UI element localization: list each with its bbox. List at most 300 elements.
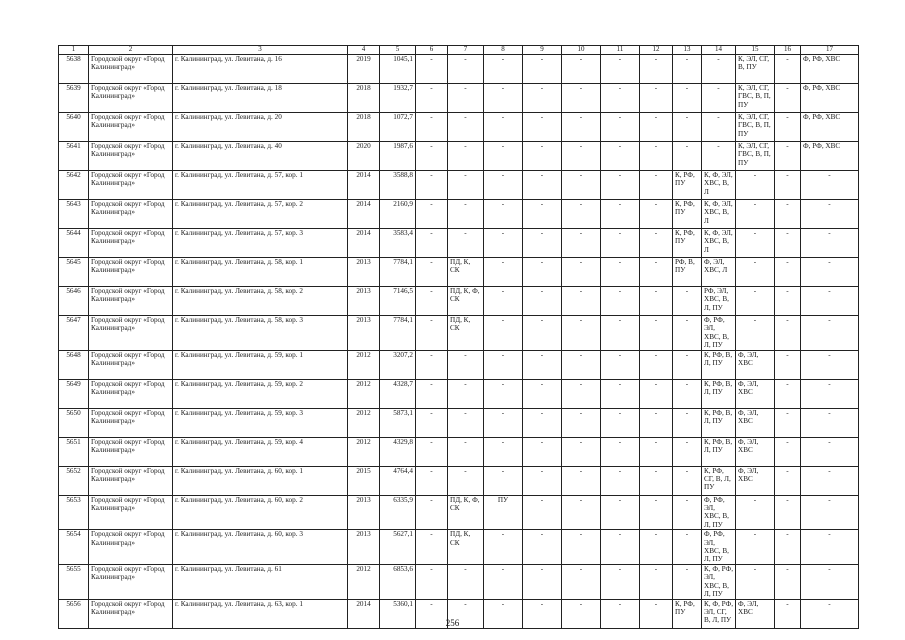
table-row: [59, 350, 859, 379]
cell-col-6: -: [416, 530, 448, 565]
cell-col-14: Ф, РФ, ЭЛ, ХВС, В, Л, ПУ: [702, 316, 736, 351]
cell-col-7: ПД, К, СК: [448, 530, 484, 565]
cell-col-17: -: [801, 350, 859, 379]
cell-address: г. Калининград, ул. Левитана, д. 59, кор. 1: [173, 350, 348, 379]
cell-col-13: -: [673, 564, 702, 599]
cell-col-11: -: [601, 287, 640, 316]
table-header: [59, 46, 859, 55]
cell-col-8: -: [484, 437, 523, 466]
cell-col-16: -: [775, 564, 801, 599]
cell-area: 1932,7: [380, 84, 416, 113]
cell-col-12: -: [640, 229, 673, 258]
cell-col-16: -: [775, 142, 801, 171]
cell-area: 2160,9: [380, 200, 416, 229]
column-header-13: 13: [673, 46, 702, 55]
cell-col-6: -: [416, 200, 448, 229]
cell-municipality: Городской округ «Город Калининград»: [89, 379, 173, 408]
cell-col-12: -: [640, 379, 673, 408]
cell-row-number: 5653: [59, 495, 89, 530]
cell-col-8: -: [484, 287, 523, 316]
cell-col-12: -: [640, 466, 673, 495]
cell-col-9: -: [523, 258, 562, 287]
cell-col-13: -: [673, 316, 702, 351]
cell-row-number: 5645: [59, 258, 89, 287]
cell-col-17: -: [801, 287, 859, 316]
table-row: [59, 530, 859, 565]
cell-col-12: -: [640, 564, 673, 599]
cell-year: 2013: [348, 530, 380, 565]
cell-year: 2013: [348, 258, 380, 287]
cell-col-6: -: [416, 113, 448, 142]
cell-col-16: -: [775, 408, 801, 437]
cell-col-14: К, Ф, ЭЛ, ХВС, В, Л: [702, 200, 736, 229]
cell-col-16: -: [775, 55, 801, 84]
cell-col-16: -: [775, 437, 801, 466]
cell-col-10: -: [562, 287, 601, 316]
cell-col-10: -: [562, 495, 601, 530]
table-row: [59, 113, 859, 142]
cell-municipality: Городской округ «Город Калининград»: [89, 530, 173, 565]
cell-col-16: -: [775, 379, 801, 408]
table-row: [59, 171, 859, 200]
cell-address: г. Калининград, ул. Левитана, д. 60, кор. 1: [173, 466, 348, 495]
register-table: [58, 45, 859, 629]
cell-col-8: -: [484, 350, 523, 379]
cell-municipality: Городской округ «Город Калининград»: [89, 599, 173, 628]
table-row: [59, 564, 859, 599]
cell-col-7: -: [448, 408, 484, 437]
cell-col-14: К, Ф, РФ, ЭЛ, ХВС, В, Л, ПУ: [702, 564, 736, 599]
cell-col-9: -: [523, 350, 562, 379]
cell-address: г. Калининград, ул. Левитана, д. 63, кор. 1: [173, 599, 348, 628]
cell-col-17: -: [801, 200, 859, 229]
cell-col-16: -: [775, 316, 801, 351]
cell-col-11: -: [601, 142, 640, 171]
cell-col-15: -: [736, 316, 775, 351]
cell-col-7: -: [448, 437, 484, 466]
cell-year: 2012: [348, 379, 380, 408]
cell-address: г. Калининград, ул. Левитана, д. 58, кор. 1: [173, 258, 348, 287]
cell-col-15: -: [736, 495, 775, 530]
table-row: [59, 258, 859, 287]
cell-col-6: -: [416, 258, 448, 287]
column-header-15: 15: [736, 46, 775, 55]
cell-col-8: -: [484, 113, 523, 142]
cell-col-7: -: [448, 350, 484, 379]
cell-col-13: -: [673, 84, 702, 113]
column-header-8: 8: [484, 46, 523, 55]
cell-col-7: ПД, К, СК: [448, 316, 484, 351]
cell-col-8: -: [484, 84, 523, 113]
cell-col-16: -: [775, 495, 801, 530]
cell-col-8: -: [484, 408, 523, 437]
table-row: [59, 466, 859, 495]
cell-col-12: -: [640, 84, 673, 113]
cell-col-11: -: [601, 599, 640, 628]
cell-municipality: Городской округ «Город Калининград»: [89, 287, 173, 316]
cell-municipality: Городской округ «Город Калининград»: [89, 55, 173, 84]
cell-area: 4329,8: [380, 437, 416, 466]
cell-col-16: -: [775, 599, 801, 628]
cell-col-10: -: [562, 200, 601, 229]
cell-col-11: -: [601, 200, 640, 229]
cell-col-14: Ф, РФ, ЭЛ, ХВС, В, Л, ПУ: [702, 530, 736, 565]
cell-col-14: РФ, ЭЛ, ХВС, В, Л, ПУ: [702, 287, 736, 316]
cell-col-10: -: [562, 599, 601, 628]
cell-col-10: -: [562, 84, 601, 113]
cell-col-9: -: [523, 171, 562, 200]
cell-area: 5360,1: [380, 599, 416, 628]
cell-col-13: -: [673, 495, 702, 530]
cell-year: 2014: [348, 171, 380, 200]
cell-col-9: -: [523, 200, 562, 229]
cell-col-6: -: [416, 408, 448, 437]
column-header-12: 12: [640, 46, 673, 55]
cell-col-11: -: [601, 316, 640, 351]
cell-col-16: -: [775, 258, 801, 287]
cell-col-7: -: [448, 200, 484, 229]
cell-address: г. Калининград, ул. Левитана, д. 60, кор. 2: [173, 495, 348, 530]
cell-col-9: -: [523, 113, 562, 142]
column-header-1: 1: [59, 46, 89, 55]
column-number-row: [59, 46, 859, 55]
cell-col-11: -: [601, 84, 640, 113]
cell-col-10: -: [562, 55, 601, 84]
cell-row-number: 5646: [59, 287, 89, 316]
column-header-17: 17: [801, 46, 859, 55]
cell-col-16: -: [775, 466, 801, 495]
cell-row-number: 5650: [59, 408, 89, 437]
cell-col-14: -: [702, 84, 736, 113]
cell-col-15: -: [736, 287, 775, 316]
cell-row-number: 5656: [59, 599, 89, 628]
cell-address: г. Калининград, ул. Левитана, д. 61: [173, 564, 348, 599]
table-row: [59, 200, 859, 229]
cell-col-7: -: [448, 84, 484, 113]
cell-municipality: Городской округ «Город Калининград»: [89, 437, 173, 466]
cell-col-12: -: [640, 55, 673, 84]
cell-col-6: -: [416, 599, 448, 628]
cell-col-9: -: [523, 564, 562, 599]
cell-col-9: -: [523, 55, 562, 84]
cell-address: г. Калининград, ул. Левитана, д. 59, кор. 2: [173, 379, 348, 408]
cell-col-13: -: [673, 379, 702, 408]
cell-municipality: Городской округ «Город Калининград»: [89, 564, 173, 599]
cell-col-14: К, РФ, В, Л, ПУ: [702, 437, 736, 466]
cell-col-10: -: [562, 466, 601, 495]
cell-year: 2013: [348, 316, 380, 351]
column-header-5: 5: [380, 46, 416, 55]
cell-area: 1987,6: [380, 142, 416, 171]
cell-col-17: Ф, РФ, ХВС: [801, 84, 859, 113]
cell-col-9: -: [523, 287, 562, 316]
cell-col-17: -: [801, 379, 859, 408]
cell-address: г. Калининград, ул. Левитана, д. 40: [173, 142, 348, 171]
cell-col-12: -: [640, 350, 673, 379]
cell-col-9: -: [523, 142, 562, 171]
cell-col-8: -: [484, 379, 523, 408]
cell-municipality: Городской округ «Город Калининград»: [89, 171, 173, 200]
cell-col-14: К, РФ, В, Л, ПУ: [702, 350, 736, 379]
cell-area: 6853,6: [380, 564, 416, 599]
cell-col-11: -: [601, 229, 640, 258]
cell-year: 2012: [348, 408, 380, 437]
cell-year: 2014: [348, 200, 380, 229]
cell-municipality: Городской округ «Город Калининград»: [89, 142, 173, 171]
cell-col-11: -: [601, 437, 640, 466]
cell-col-11: -: [601, 171, 640, 200]
cell-year: 2012: [348, 564, 380, 599]
cell-municipality: Городской округ «Город Калининград»: [89, 84, 173, 113]
cell-row-number: 5647: [59, 316, 89, 351]
cell-col-6: -: [416, 55, 448, 84]
cell-col-14: К, Ф, ЭЛ, ХВС, В, Л: [702, 171, 736, 200]
cell-row-number: 5652: [59, 466, 89, 495]
cell-area: 3207,2: [380, 350, 416, 379]
cell-col-12: -: [640, 408, 673, 437]
cell-col-9: -: [523, 316, 562, 351]
cell-row-number: 5651: [59, 437, 89, 466]
cell-address: г. Калининград, ул. Левитана, д. 59, кор. 4: [173, 437, 348, 466]
cell-col-13: -: [673, 466, 702, 495]
cell-col-13: -: [673, 55, 702, 84]
cell-row-number: 5655: [59, 564, 89, 599]
cell-col-7: -: [448, 55, 484, 84]
table-row: [59, 229, 859, 258]
column-header-9: 9: [523, 46, 562, 55]
cell-col-17: -: [801, 437, 859, 466]
cell-col-15: -: [736, 258, 775, 287]
cell-col-11: -: [601, 530, 640, 565]
cell-col-12: -: [640, 171, 673, 200]
cell-col-8: -: [484, 530, 523, 565]
cell-col-6: -: [416, 142, 448, 171]
cell-year: 2014: [348, 229, 380, 258]
cell-col-15: Ф, ЭЛ, ХВС: [736, 408, 775, 437]
cell-col-17: -: [801, 599, 859, 628]
table-body: [59, 55, 859, 629]
cell-area: 4764,4: [380, 466, 416, 495]
cell-col-8: -: [484, 258, 523, 287]
cell-col-8: ПУ: [484, 495, 523, 530]
table-row: [59, 55, 859, 84]
cell-year: 2014: [348, 599, 380, 628]
cell-col-11: -: [601, 55, 640, 84]
cell-col-8: -: [484, 599, 523, 628]
cell-col-16: -: [775, 287, 801, 316]
cell-col-13: К, РФ, ПУ: [673, 171, 702, 200]
cell-col-7: -: [448, 466, 484, 495]
cell-col-9: -: [523, 599, 562, 628]
cell-col-12: -: [640, 142, 673, 171]
cell-col-6: -: [416, 495, 448, 530]
cell-col-15: К, ЭЛ, СГ, ГВС, В, П, ПУ: [736, 142, 775, 171]
table-row: [59, 495, 859, 530]
cell-col-9: -: [523, 437, 562, 466]
cell-col-13: -: [673, 113, 702, 142]
cell-col-15: -: [736, 171, 775, 200]
cell-address: г. Калининград, ул. Левитана, д. 57, кор. 3: [173, 229, 348, 258]
cell-col-15: Ф, ЭЛ, ХВС: [736, 437, 775, 466]
cell-col-9: -: [523, 408, 562, 437]
cell-col-7: -: [448, 113, 484, 142]
cell-col-13: РФ, В, ПУ: [673, 258, 702, 287]
cell-col-8: -: [484, 564, 523, 599]
cell-row-number: 5649: [59, 379, 89, 408]
cell-col-9: -: [523, 379, 562, 408]
column-header-4: 4: [348, 46, 380, 55]
cell-col-15: К, ЭЛ, СГ, ГВС, В, П, ПУ: [736, 113, 775, 142]
cell-col-7: -: [448, 142, 484, 171]
cell-col-9: -: [523, 495, 562, 530]
cell-col-15: Ф, ЭЛ, ХВС: [736, 599, 775, 628]
table-row: [59, 379, 859, 408]
cell-municipality: Городской округ «Город Калининград»: [89, 495, 173, 530]
cell-col-16: -: [775, 84, 801, 113]
table-row: [59, 316, 859, 351]
cell-col-13: К, РФ, ПУ: [673, 229, 702, 258]
table-row: [59, 437, 859, 466]
cell-col-12: -: [640, 258, 673, 287]
cell-col-10: -: [562, 258, 601, 287]
cell-col-16: -: [775, 350, 801, 379]
cell-address: г. Калининград, ул. Левитана, д. 60, кор. 3: [173, 530, 348, 565]
cell-col-17: Ф, РФ, ХВС: [801, 142, 859, 171]
cell-row-number: 5644: [59, 229, 89, 258]
cell-col-14: К, Ф, ЭЛ, ХВС, В, Л: [702, 229, 736, 258]
cell-col-17: -: [801, 564, 859, 599]
column-header-10: 10: [562, 46, 601, 55]
cell-year: 2019: [348, 55, 380, 84]
cell-area: 4328,7: [380, 379, 416, 408]
table-row: [59, 408, 859, 437]
cell-municipality: Городской округ «Город Калининград»: [89, 408, 173, 437]
cell-col-10: -: [562, 350, 601, 379]
column-header-6: 6: [416, 46, 448, 55]
cell-col-6: -: [416, 437, 448, 466]
cell-col-12: -: [640, 599, 673, 628]
cell-address: г. Калининград, ул. Левитана, д. 18: [173, 84, 348, 113]
cell-col-6: -: [416, 379, 448, 408]
cell-area: 3583,4: [380, 229, 416, 258]
cell-col-12: -: [640, 530, 673, 565]
column-header-16: 16: [775, 46, 801, 55]
cell-col-17: -: [801, 466, 859, 495]
cell-col-9: -: [523, 530, 562, 565]
cell-col-14: -: [702, 142, 736, 171]
cell-col-16: -: [775, 113, 801, 142]
cell-col-13: -: [673, 408, 702, 437]
cell-municipality: Городской округ «Город Калининград»: [89, 466, 173, 495]
cell-col-15: Ф, ЭЛ, ХВС: [736, 350, 775, 379]
column-header-3: 3: [173, 46, 348, 55]
cell-col-7: -: [448, 379, 484, 408]
cell-col-8: -: [484, 171, 523, 200]
table-row: [59, 84, 859, 113]
cell-col-9: -: [523, 229, 562, 258]
cell-area: 1045,1: [380, 55, 416, 84]
cell-col-14: -: [702, 113, 736, 142]
column-header-2: 2: [89, 46, 173, 55]
cell-municipality: Городской округ «Город Калининград»: [89, 350, 173, 379]
cell-col-17: Ф, РФ, ХВС: [801, 55, 859, 84]
cell-col-8: -: [484, 200, 523, 229]
cell-row-number: 5654: [59, 530, 89, 565]
cell-col-11: -: [601, 408, 640, 437]
cell-row-number: 5640: [59, 113, 89, 142]
cell-col-14: -: [702, 55, 736, 84]
cell-col-13: -: [673, 530, 702, 565]
cell-col-17: Ф, РФ, ХВС: [801, 113, 859, 142]
cell-col-12: -: [640, 113, 673, 142]
cell-col-9: -: [523, 84, 562, 113]
cell-col-13: -: [673, 437, 702, 466]
cell-col-10: -: [562, 229, 601, 258]
cell-col-16: -: [775, 530, 801, 565]
cell-col-17: -: [801, 316, 859, 351]
cell-col-14: К, Ф, РФ, ЭЛ, СГ, В, Л, ПУ: [702, 599, 736, 628]
column-header-7: 7: [448, 46, 484, 55]
cell-col-10: -: [562, 437, 601, 466]
cell-col-8: -: [484, 142, 523, 171]
cell-area: 3588,8: [380, 171, 416, 200]
cell-col-7: -: [448, 564, 484, 599]
cell-year: 2012: [348, 437, 380, 466]
cell-row-number: 5641: [59, 142, 89, 171]
cell-col-11: -: [601, 258, 640, 287]
cell-col-15: К, ЭЛ, СГ, ГВС, В, П, ПУ: [736, 84, 775, 113]
cell-address: г. Калининград, ул. Левитана, д. 58, кор. 2: [173, 287, 348, 316]
cell-col-15: -: [736, 200, 775, 229]
cell-col-7: -: [448, 599, 484, 628]
page-number: 256: [445, 618, 460, 628]
cell-col-17: -: [801, 495, 859, 530]
cell-col-15: -: [736, 530, 775, 565]
cell-col-7: -: [448, 171, 484, 200]
column-header-14: 14: [702, 46, 736, 55]
cell-col-11: -: [601, 495, 640, 530]
cell-col-6: -: [416, 171, 448, 200]
cell-col-11: -: [601, 379, 640, 408]
cell-municipality: Городской округ «Город Калининград»: [89, 200, 173, 229]
cell-col-6: -: [416, 564, 448, 599]
cell-area: 7784,1: [380, 316, 416, 351]
cell-col-10: -: [562, 316, 601, 351]
cell-col-17: -: [801, 258, 859, 287]
cell-row-number: 5648: [59, 350, 89, 379]
cell-area: 5873,1: [380, 408, 416, 437]
cell-municipality: Городской округ «Город Калининград»: [89, 316, 173, 351]
cell-col-6: -: [416, 229, 448, 258]
cell-col-17: -: [801, 530, 859, 565]
cell-col-14: К, РФ, СГ, В, Л, ПУ: [702, 466, 736, 495]
cell-col-14: К, РФ, В, Л, ПУ: [702, 408, 736, 437]
cell-area: 6335,9: [380, 495, 416, 530]
cell-col-14: К, РФ, В, Л, ПУ: [702, 379, 736, 408]
cell-municipality: Городской округ «Город Калининград»: [89, 258, 173, 287]
cell-col-8: -: [484, 229, 523, 258]
cell-row-number: 5642: [59, 171, 89, 200]
cell-col-8: -: [484, 316, 523, 351]
cell-area: 5627,1: [380, 530, 416, 565]
cell-address: г. Калининград, ул. Левитана, д. 57, кор. 1: [173, 171, 348, 200]
cell-col-14: Ф, РФ, ЭЛ, ХВС, В, Л, ПУ: [702, 495, 736, 530]
cell-col-15: -: [736, 229, 775, 258]
cell-row-number: 5643: [59, 200, 89, 229]
cell-row-number: 5638: [59, 55, 89, 84]
cell-col-11: -: [601, 350, 640, 379]
table-row: [59, 142, 859, 171]
